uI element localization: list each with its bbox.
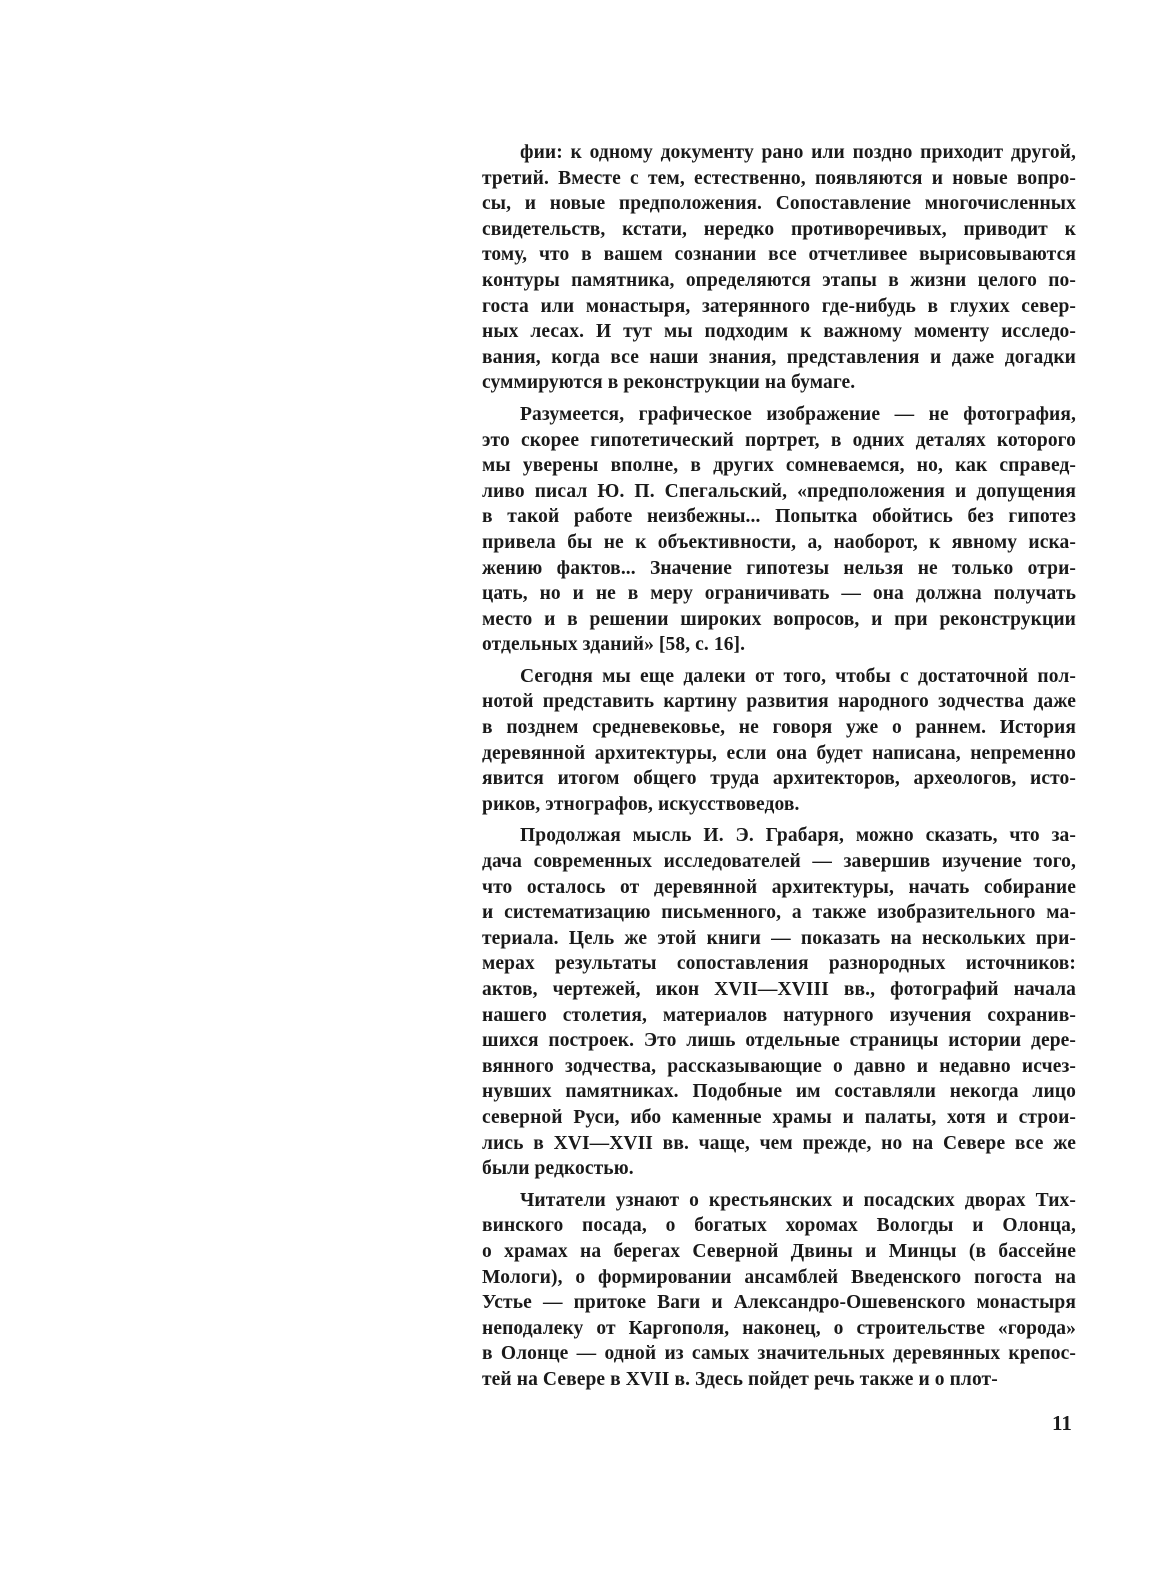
- text-line: неподалеку от Каргополя, наконец, о строительстве «города»: [482, 1317, 1076, 1339]
- text-line: винского посада, о богатых хоромах Вологды и Олонца,: [482, 1215, 1076, 1237]
- page-number: 11: [1052, 1411, 1072, 1435]
- text-line: привела бы не к объективности, а, наоборот, к явному иска-: [482, 531, 1076, 553]
- text-line: ливо писал Ю. П. Спегальский, «предположения и допущения: [482, 480, 1076, 502]
- text-line: сы, и новые предположения. Сопоставление многочисленных: [482, 193, 1076, 215]
- text-line: в такой работе неизбежны... Попытка обойтись без гипотез: [482, 506, 1076, 528]
- text-line: о храмах на берегах Северной Двины и Минцы (в бассейне: [482, 1240, 1076, 1262]
- text-line: в Олонце — одной из самых значительных деревянных крепос-: [482, 1343, 1076, 1365]
- text-line: были редкостью.: [482, 1158, 634, 1180]
- text-column: [482, 140, 1076, 1393]
- text-line: это скорее гипотетический портрет, в одних деталях которого: [482, 429, 1076, 451]
- text-line: и систематизацию письменного, а также изобразительного ма-: [482, 902, 1076, 924]
- paragraph: [482, 1188, 1076, 1393]
- text-line: суммируются в реконструкции на бумаге.: [482, 372, 856, 394]
- paragraph: [482, 823, 1076, 1181]
- text-line: Мологи), о формировании ансамблей Введенского погоста на: [482, 1266, 1076, 1288]
- text-line: ных лесах. И тут мы подходим к важному моменту исследо-: [482, 321, 1076, 343]
- text-line: нувших памятниках. Подобные им составляли некогда лицо: [482, 1081, 1076, 1103]
- text-line: деревянной архитектуры, если она будет написана, непременно: [482, 742, 1076, 764]
- text-line: Разумеется, графическое изображение — не фотография,: [520, 403, 1076, 425]
- paragraph: [482, 664, 1076, 818]
- text-line: шихся построек. Это лишь отдельные страницы истории дере-: [482, 1030, 1076, 1052]
- text-line: третий. Вместе с тем, естественно, появляются и новые вопро-: [482, 167, 1076, 189]
- text-line: явится итогом общего труда архитекторов, археологов, исто-: [482, 768, 1076, 790]
- text-line: свидетельств, кстати, нередко противоречивых, приводит к: [482, 218, 1076, 240]
- text-line: цать, но и не в меру ограничивать — она должна получать: [482, 583, 1076, 605]
- paragraph: [482, 140, 1076, 396]
- text-line: что осталось от деревянной архитектуры, начать собирание: [482, 876, 1076, 898]
- paragraph: [482, 402, 1076, 658]
- text-line: отдельных зданий» [58, с. 16].: [482, 634, 746, 656]
- text-line: жению фактов... Значение гипотезы нельзя не только отри-: [482, 557, 1076, 579]
- text-line: нашего столетия, материалов натурного изучения сохранив-: [482, 1004, 1076, 1026]
- text-line: тому, что в вашем сознании все отчетливее вырисовываются: [482, 244, 1076, 266]
- text-line: место и в решении широких вопросов, и при реконструкции: [482, 608, 1076, 630]
- text-line: Устье — притоке Ваги и Александро-Ошевенского монастыря: [482, 1292, 1076, 1314]
- text-line: госта или монастыря, затерянного где-нибудь в глухих север-: [482, 295, 1076, 317]
- text-line: контуры памятника, определяются этапы в жизни целого по-: [482, 269, 1076, 291]
- text-line: териала. Цель же этой книги — показать на нескольких при-: [482, 927, 1076, 949]
- text-line: дача современных исследователей — завершив изучение того,: [482, 851, 1076, 873]
- text-line: мы уверены вполне, в других сомневаемся, но, как справед-: [482, 455, 1076, 477]
- text-line: в позднем средневековье, не говоря уже о раннем. История: [482, 717, 1076, 739]
- text-line: Продолжая мысль И. Э. Грабаря, можно сказать, что за-: [520, 825, 1076, 847]
- text-line: северной Руси, ибо каменные храмы и палаты, хотя и строи-: [482, 1106, 1076, 1128]
- text-line: актов, чертежей, икон XVII—XVIII вв., фотографий начала: [482, 979, 1076, 1000]
- text-line: лись в XVI—XVII вв. чаще, чем прежде, но на Севере все же: [482, 1132, 1076, 1154]
- text-line: Читатели узнают о крестьянских и посадских дворах Тих-: [520, 1189, 1076, 1211]
- text-line: вания, когда все наши знания, представления и даже догадки: [482, 346, 1076, 368]
- text-line: фии: к одному документу рано или поздно приходит другой,: [520, 142, 1076, 163]
- text-line: нотой представить картину развития народного зодчества даже: [482, 691, 1076, 713]
- text-line: мерах результаты сопоставления разнородных источников:: [482, 953, 1076, 975]
- text-line: Сегодня мы еще далеки от того, чтобы с достаточной пол-: [520, 665, 1076, 687]
- text-line: тей на Севере в XVII в. Здесь пойдет речь также и о плот-: [482, 1368, 998, 1390]
- text-line: вянного зодчества, рассказывающие о давно и недавно исчез-: [482, 1055, 1076, 1077]
- text-line: риков, этнографов, искусствоведов.: [482, 793, 800, 815]
